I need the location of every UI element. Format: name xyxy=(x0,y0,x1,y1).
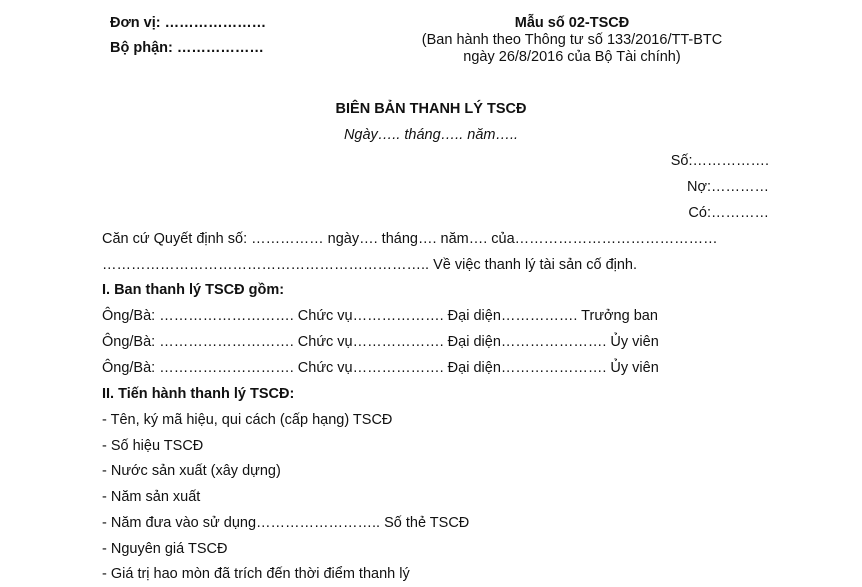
committee-row: Ông/Bà: ………………………. Chức vụ………………. Đại diện…………………. Ủy viên xyxy=(102,360,659,376)
list-item: - Số hiệu TSCĐ xyxy=(102,438,204,454)
issued-by-line1: (Ban hành theo Thông tư số 133/2016/TT-BTC xyxy=(421,32,723,48)
form-number: Mẫu số 02-TSCĐ xyxy=(514,15,630,31)
section-2-heading: II. Tiến hành thanh lý TSCĐ: xyxy=(102,386,295,402)
basis-line-1: Căn cứ Quyết định số: …………… ngày…. tháng…. năm…. của…………………………………… xyxy=(102,231,718,247)
list-item: - Giá trị hao mòn đã trích đến thời điểm thanh lý xyxy=(102,566,410,582)
date-line: Ngày….. tháng….. năm….. xyxy=(343,127,519,143)
list-item: - Nguyên giá TSCĐ xyxy=(102,541,228,557)
committee-row: Ông/Bà: ………………………. Chức vụ………………. Đại diện……………. Trưởng ban xyxy=(102,308,658,324)
list-item: - Năm sản xuất xyxy=(102,489,201,505)
department-field: Bộ phận: ……………… xyxy=(110,40,264,56)
basis-line-2: ………………………………………………………….. Về việc thanh lý tài sản cố định. xyxy=(102,257,638,273)
debit-account: Nợ:………… xyxy=(686,179,769,195)
list-item: - Tên, ký mã hiệu, qui cách (cấp hạng) TSCĐ xyxy=(102,412,393,428)
list-item: - Nước sản xuất (xây dựng) xyxy=(102,463,281,479)
unit-field: Đơn vị: ………………… xyxy=(110,15,267,31)
committee-row: Ông/Bà: ………………………. Chức vụ………………. Đại diện…………………. Ủy viên xyxy=(102,334,659,350)
issued-by-line2: ngày 26/8/2016 của Bộ Tài chính) xyxy=(463,49,681,65)
list-item: - Năm đưa vào sử dụng…………………….. Số thẻ TSCĐ xyxy=(102,515,470,531)
section-1-heading: I. Ban thanh lý TSCĐ gồm: xyxy=(102,282,285,298)
document-title: BIÊN BẢN THANH LÝ TSCĐ xyxy=(335,101,527,117)
credit-account: Có:………… xyxy=(688,205,769,221)
document-number: Số:……………. xyxy=(670,153,769,169)
